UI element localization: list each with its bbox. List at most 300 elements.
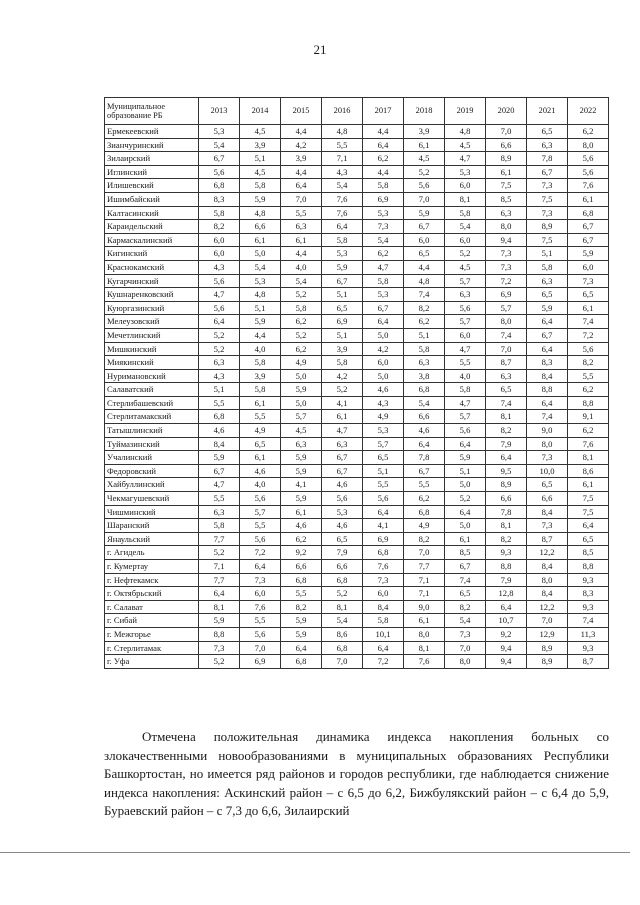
index-value-cell: 6,3 bbox=[486, 206, 527, 220]
index-value-cell: 6,6 bbox=[240, 220, 281, 234]
table-row bbox=[105, 179, 609, 193]
index-value-cell: 8,2 bbox=[445, 600, 486, 614]
index-value-cell: 5,0 bbox=[281, 369, 322, 383]
index-value-cell: 5,1 bbox=[322, 328, 363, 342]
index-value-cell: 6,3 bbox=[486, 369, 527, 383]
index-value-cell: 6,3 bbox=[404, 356, 445, 370]
index-value-cell: 7,0 bbox=[486, 342, 527, 356]
index-value-cell: 8,2 bbox=[281, 600, 322, 614]
index-value-cell: 8,4 bbox=[199, 437, 240, 451]
table-row bbox=[105, 546, 609, 560]
municipality-name-cell: Илишевский bbox=[105, 179, 199, 193]
index-value-cell: 7,1 bbox=[404, 587, 445, 601]
table-row bbox=[105, 301, 609, 315]
index-value-cell: 6,8 bbox=[568, 206, 609, 220]
index-value-cell: 5,1 bbox=[240, 301, 281, 315]
index-value-cell: 4,2 bbox=[363, 342, 404, 356]
index-value-cell: 5,3 bbox=[445, 165, 486, 179]
index-value-cell: 3,9 bbox=[240, 138, 281, 152]
index-value-cell: 5,2 bbox=[445, 492, 486, 506]
index-value-cell: 4,7 bbox=[445, 342, 486, 356]
municipality-name-cell: Хайбуллинский bbox=[105, 478, 199, 492]
index-value-cell: 6,8 bbox=[199, 410, 240, 424]
municipality-name-cell: Стерлибашевский bbox=[105, 396, 199, 410]
index-value-cell: 6,3 bbox=[445, 288, 486, 302]
index-value-cell: 7,4 bbox=[404, 288, 445, 302]
index-value-cell: 5,8 bbox=[445, 383, 486, 397]
municipality-name-cell: Миякинский bbox=[105, 356, 199, 370]
index-value-cell: 7,0 bbox=[445, 641, 486, 655]
index-value-cell: 5,9 bbox=[281, 464, 322, 478]
table-row bbox=[105, 138, 609, 152]
table-row bbox=[105, 165, 609, 179]
index-value-cell: 5,9 bbox=[281, 451, 322, 465]
index-value-cell: 5,8 bbox=[363, 274, 404, 288]
index-value-cell: 6,8 bbox=[281, 573, 322, 587]
municipality-name-cell: Салаватский bbox=[105, 383, 199, 397]
index-value-cell: 4,4 bbox=[363, 165, 404, 179]
index-value-cell: 6,4 bbox=[363, 138, 404, 152]
index-value-cell: 5,2 bbox=[281, 328, 322, 342]
index-value-cell: 5,6 bbox=[240, 492, 281, 506]
index-value-cell: 7,2 bbox=[363, 655, 404, 669]
index-value-cell: 8,0 bbox=[527, 437, 568, 451]
header-year: 2019 bbox=[445, 98, 486, 125]
index-value-cell: 8,8 bbox=[568, 560, 609, 574]
index-value-cell: 6,7 bbox=[445, 560, 486, 574]
index-value-cell: 6,4 bbox=[404, 437, 445, 451]
index-value-cell: 5,7 bbox=[486, 301, 527, 315]
index-value-cell: 6,1 bbox=[404, 138, 445, 152]
index-value-cell: 5,6 bbox=[363, 492, 404, 506]
index-value-cell: 7,3 bbox=[240, 573, 281, 587]
index-value-cell: 7,9 bbox=[322, 546, 363, 560]
index-value-cell: 9,0 bbox=[527, 424, 568, 438]
index-value-cell: 5,6 bbox=[445, 424, 486, 438]
index-value-cell: 6,8 bbox=[199, 179, 240, 193]
index-value-cell: 5,6 bbox=[240, 627, 281, 641]
index-value-cell: 4,9 bbox=[240, 424, 281, 438]
index-value-cell: 7,3 bbox=[486, 247, 527, 261]
index-value-cell: 7,6 bbox=[322, 192, 363, 206]
index-value-cell: 8,4 bbox=[527, 369, 568, 383]
index-value-cell: 5,8 bbox=[363, 614, 404, 628]
index-value-cell: 5,6 bbox=[568, 342, 609, 356]
municipality-name-cell: Калтасинский bbox=[105, 206, 199, 220]
index-value-cell: 8,2 bbox=[199, 220, 240, 234]
table-row bbox=[105, 369, 609, 383]
municipality-name-cell: Кушнаренковский bbox=[105, 288, 199, 302]
index-value-cell: 4,6 bbox=[240, 464, 281, 478]
index-value-cell: 7,3 bbox=[527, 206, 568, 220]
index-value-cell: 6,4 bbox=[363, 505, 404, 519]
index-value-cell: 8,2 bbox=[404, 301, 445, 315]
index-value-cell: 6,1 bbox=[568, 478, 609, 492]
municipality-name-cell: Кугарчинский bbox=[105, 274, 199, 288]
index-value-cell: 8,4 bbox=[363, 600, 404, 614]
index-value-cell: 5,6 bbox=[199, 274, 240, 288]
header-year: 2015 bbox=[281, 98, 322, 125]
table-row bbox=[105, 356, 609, 370]
accumulation-index-table bbox=[104, 97, 609, 669]
index-value-cell: 4,8 bbox=[445, 125, 486, 139]
index-value-cell: 5,5 bbox=[240, 410, 281, 424]
index-value-cell: 5,3 bbox=[322, 247, 363, 261]
index-value-cell: 5,8 bbox=[404, 342, 445, 356]
index-value-cell: 5,1 bbox=[240, 152, 281, 166]
index-value-cell: 8,3 bbox=[199, 192, 240, 206]
index-value-cell: 7,3 bbox=[527, 519, 568, 533]
index-value-cell: 6,3 bbox=[199, 356, 240, 370]
index-value-cell: 5,8 bbox=[527, 260, 568, 274]
index-value-cell: 3,9 bbox=[322, 342, 363, 356]
index-value-cell: 6,0 bbox=[199, 233, 240, 247]
index-value-cell: 4,6 bbox=[363, 383, 404, 397]
index-value-cell: 9,3 bbox=[486, 546, 527, 560]
index-value-cell: 6,9 bbox=[322, 315, 363, 329]
index-value-cell: 7,3 bbox=[199, 641, 240, 655]
index-value-cell: 8,3 bbox=[568, 587, 609, 601]
index-value-cell: 7,5 bbox=[527, 192, 568, 206]
index-value-cell: 4,5 bbox=[240, 125, 281, 139]
table-row bbox=[105, 573, 609, 587]
index-value-cell: 7,4 bbox=[527, 410, 568, 424]
index-value-cell: 6,4 bbox=[199, 587, 240, 601]
index-value-cell: 7,0 bbox=[240, 641, 281, 655]
municipality-name-cell: Иглинский bbox=[105, 165, 199, 179]
municipality-name-cell: Учалинский bbox=[105, 451, 199, 465]
index-value-cell: 4,5 bbox=[281, 424, 322, 438]
index-value-cell: 4,4 bbox=[281, 165, 322, 179]
table-row bbox=[105, 437, 609, 451]
index-value-cell: 11,3 bbox=[568, 627, 609, 641]
index-value-cell: 12,2 bbox=[527, 546, 568, 560]
index-value-cell: 6,2 bbox=[281, 532, 322, 546]
index-value-cell: 4,8 bbox=[322, 125, 363, 139]
index-value-cell: 5,4 bbox=[445, 220, 486, 234]
municipality-name-cell: Мечетлинский bbox=[105, 328, 199, 342]
index-value-cell: 6,1 bbox=[445, 532, 486, 546]
index-value-cell: 5,7 bbox=[445, 410, 486, 424]
index-value-cell: 7,4 bbox=[486, 396, 527, 410]
index-value-cell: 5,8 bbox=[281, 301, 322, 315]
index-value-cell: 6,5 bbox=[322, 532, 363, 546]
index-value-cell: 5,9 bbox=[240, 315, 281, 329]
table-row bbox=[105, 532, 609, 546]
index-value-cell: 6,5 bbox=[322, 301, 363, 315]
index-value-cell: 5,8 bbox=[240, 383, 281, 397]
index-value-cell: 7,5 bbox=[568, 492, 609, 506]
index-value-cell: 5,8 bbox=[199, 206, 240, 220]
index-value-cell: 7,2 bbox=[240, 546, 281, 560]
index-value-cell: 8,5 bbox=[568, 546, 609, 560]
municipality-name-cell: г. Сибай bbox=[105, 614, 199, 628]
table-row bbox=[105, 627, 609, 641]
index-value-cell: 12,8 bbox=[486, 587, 527, 601]
index-value-cell: 6,6 bbox=[404, 410, 445, 424]
index-value-cell: 4,8 bbox=[404, 274, 445, 288]
index-value-cell: 4,7 bbox=[199, 288, 240, 302]
index-value-cell: 6,0 bbox=[445, 233, 486, 247]
index-value-cell: 6,4 bbox=[322, 220, 363, 234]
index-value-cell: 7,8 bbox=[486, 505, 527, 519]
municipality-name-cell: Ишимбайский bbox=[105, 192, 199, 206]
index-value-cell: 10,1 bbox=[363, 627, 404, 641]
index-value-cell: 8,5 bbox=[445, 546, 486, 560]
index-value-cell: 6,9 bbox=[363, 532, 404, 546]
index-value-cell: 6,4 bbox=[527, 342, 568, 356]
index-value-cell: 6,6 bbox=[281, 560, 322, 574]
index-value-cell: 10,7 bbox=[486, 614, 527, 628]
index-value-cell: 12,2 bbox=[527, 600, 568, 614]
index-value-cell: 7,6 bbox=[404, 655, 445, 669]
index-value-cell: 6,3 bbox=[281, 220, 322, 234]
index-value-cell: 4,8 bbox=[240, 206, 281, 220]
index-value-cell: 8,0 bbox=[527, 573, 568, 587]
index-value-cell: 6,0 bbox=[363, 356, 404, 370]
table-row bbox=[105, 464, 609, 478]
municipality-name-cell: г. Стерлитамак bbox=[105, 641, 199, 655]
index-value-cell: 6,5 bbox=[527, 288, 568, 302]
index-value-cell: 4,3 bbox=[363, 396, 404, 410]
index-value-cell: 5,2 bbox=[199, 546, 240, 560]
index-value-cell: 6,5 bbox=[240, 437, 281, 451]
index-value-cell: 5,5 bbox=[363, 478, 404, 492]
index-value-cell: 5,6 bbox=[322, 492, 363, 506]
index-value-cell: 5,2 bbox=[199, 342, 240, 356]
municipality-name-cell: г. Нефтекамск bbox=[105, 573, 199, 587]
index-value-cell: 4,6 bbox=[199, 424, 240, 438]
index-value-cell: 8,9 bbox=[527, 641, 568, 655]
index-value-cell: 7,1 bbox=[404, 573, 445, 587]
index-value-cell: 5,9 bbox=[281, 383, 322, 397]
index-value-cell: 6,7 bbox=[568, 233, 609, 247]
index-value-cell: 5,2 bbox=[199, 328, 240, 342]
index-value-cell: 4,8 bbox=[240, 288, 281, 302]
index-value-cell: 9,3 bbox=[568, 641, 609, 655]
index-value-cell: 8,9 bbox=[486, 152, 527, 166]
index-value-cell: 7,0 bbox=[322, 655, 363, 669]
index-value-cell: 8,2 bbox=[568, 356, 609, 370]
municipality-name-cell: Чишминский bbox=[105, 505, 199, 519]
index-value-cell: 5,2 bbox=[199, 655, 240, 669]
index-value-cell: 5,9 bbox=[404, 206, 445, 220]
index-value-cell: 6,7 bbox=[322, 451, 363, 465]
index-value-cell: 5,8 bbox=[363, 179, 404, 193]
municipality-name-cell: Стерлитамакский bbox=[105, 410, 199, 424]
index-value-cell: 6,1 bbox=[568, 301, 609, 315]
index-value-cell: 8,0 bbox=[568, 138, 609, 152]
index-value-cell: 6,2 bbox=[568, 383, 609, 397]
index-value-cell: 7,9 bbox=[486, 573, 527, 587]
index-value-cell: 7,0 bbox=[404, 192, 445, 206]
table-row bbox=[105, 274, 609, 288]
index-value-cell: 5,2 bbox=[404, 165, 445, 179]
index-value-cell: 6,7 bbox=[363, 301, 404, 315]
index-value-cell: 7,0 bbox=[404, 546, 445, 560]
index-value-cell: 6,0 bbox=[568, 260, 609, 274]
index-value-cell: 5,5 bbox=[445, 356, 486, 370]
index-value-cell: 6,5 bbox=[568, 288, 609, 302]
index-value-cell: 4,1 bbox=[322, 396, 363, 410]
index-value-cell: 9,1 bbox=[568, 410, 609, 424]
index-value-cell: 5,6 bbox=[568, 165, 609, 179]
index-value-cell: 8,8 bbox=[486, 560, 527, 574]
index-value-cell: 5,3 bbox=[363, 288, 404, 302]
index-value-cell: 5,3 bbox=[240, 274, 281, 288]
index-value-cell: 5,4 bbox=[322, 179, 363, 193]
index-value-cell: 8,1 bbox=[486, 410, 527, 424]
index-value-cell: 6,2 bbox=[568, 424, 609, 438]
index-value-cell: 8,1 bbox=[404, 641, 445, 655]
index-value-cell: 6,4 bbox=[527, 315, 568, 329]
index-value-cell: 7,6 bbox=[322, 206, 363, 220]
index-value-cell: 7,9 bbox=[486, 437, 527, 451]
index-value-cell: 9,0 bbox=[404, 600, 445, 614]
table-row bbox=[105, 233, 609, 247]
index-value-cell: 8,0 bbox=[486, 220, 527, 234]
table-row bbox=[105, 288, 609, 302]
index-value-cell: 6,0 bbox=[404, 233, 445, 247]
index-value-cell: 6,2 bbox=[281, 315, 322, 329]
index-value-cell: 8,6 bbox=[322, 627, 363, 641]
index-value-cell: 8,4 bbox=[527, 560, 568, 574]
table-row bbox=[105, 152, 609, 166]
municipality-name-cell: Кармаскалинский bbox=[105, 233, 199, 247]
index-value-cell: 7,3 bbox=[486, 260, 527, 274]
table-row bbox=[105, 587, 609, 601]
header-year: 2017 bbox=[363, 98, 404, 125]
index-value-cell: 9,3 bbox=[568, 573, 609, 587]
index-value-cell: 9,5 bbox=[486, 464, 527, 478]
index-value-cell: 8,1 bbox=[568, 451, 609, 465]
body-paragraph: Отмечена положительная динамика индекса накопления больных со злокачественными новообразованиями в муниципальных образованиях Республики Башкортостан, но имеется ряд районов и городов республики, где наблюдается снижение индекса накопления: Аскинский район – с 6,5 до 6,2, Бижбулякский район – с 6,4 до 5,9, Бураевский район – с 7,3 до 6,6, Зилаирский bbox=[104, 729, 609, 818]
index-value-cell: 6,4 bbox=[527, 396, 568, 410]
index-value-cell: 8,9 bbox=[486, 478, 527, 492]
municipality-name-cell: Туймазинский bbox=[105, 437, 199, 451]
index-value-cell: 8,0 bbox=[404, 627, 445, 641]
municipality-name-cell: Зилаирский bbox=[105, 152, 199, 166]
municipality-name-cell: Караидельский bbox=[105, 220, 199, 234]
index-value-cell: 8,8 bbox=[568, 396, 609, 410]
index-value-cell: 9,4 bbox=[486, 641, 527, 655]
index-value-cell: 5,1 bbox=[322, 288, 363, 302]
index-value-cell: 7,7 bbox=[199, 573, 240, 587]
table-row bbox=[105, 383, 609, 397]
index-value-cell: 9,4 bbox=[486, 655, 527, 669]
index-value-cell: 5,1 bbox=[363, 464, 404, 478]
index-value-cell: 5,6 bbox=[240, 532, 281, 546]
index-value-cell: 5,3 bbox=[322, 505, 363, 519]
index-value-cell: 5,0 bbox=[240, 247, 281, 261]
table-row bbox=[105, 519, 609, 533]
index-value-cell: 8,1 bbox=[486, 519, 527, 533]
index-value-cell: 7,3 bbox=[527, 179, 568, 193]
index-value-cell: 8,1 bbox=[199, 600, 240, 614]
index-value-cell: 4,9 bbox=[281, 356, 322, 370]
index-value-cell: 6,8 bbox=[281, 655, 322, 669]
index-value-cell: 9,3 bbox=[568, 600, 609, 614]
index-value-cell: 4,0 bbox=[445, 369, 486, 383]
index-value-cell: 6,2 bbox=[363, 152, 404, 166]
index-value-cell: 8,2 bbox=[486, 424, 527, 438]
index-value-cell: 4,2 bbox=[322, 369, 363, 383]
municipality-name-cell: Шаранский bbox=[105, 519, 199, 533]
index-value-cell: 8,0 bbox=[445, 655, 486, 669]
index-value-cell: 5,4 bbox=[240, 260, 281, 274]
index-value-cell: 6,7 bbox=[527, 165, 568, 179]
index-value-cell: 6,8 bbox=[322, 641, 363, 655]
table-row bbox=[105, 220, 609, 234]
index-value-cell: 7,2 bbox=[486, 274, 527, 288]
index-value-cell: 8,5 bbox=[486, 192, 527, 206]
index-value-cell: 7,8 bbox=[404, 451, 445, 465]
index-value-cell: 7,6 bbox=[568, 437, 609, 451]
municipality-name-cell: Мелеузовский bbox=[105, 315, 199, 329]
index-value-cell: 5,9 bbox=[527, 301, 568, 315]
index-value-cell: 4,4 bbox=[240, 328, 281, 342]
header-year: 2018 bbox=[404, 98, 445, 125]
table-row bbox=[105, 492, 609, 506]
index-value-cell: 5,5 bbox=[240, 614, 281, 628]
index-value-cell: 6,1 bbox=[281, 233, 322, 247]
index-value-cell: 3,8 bbox=[404, 369, 445, 383]
index-value-cell: 6,2 bbox=[281, 342, 322, 356]
index-value-cell: 4,0 bbox=[240, 478, 281, 492]
table-header-row bbox=[105, 98, 609, 125]
index-value-cell: 3,9 bbox=[240, 369, 281, 383]
index-value-cell: 6,8 bbox=[404, 383, 445, 397]
table-row bbox=[105, 641, 609, 655]
municipality-name-cell: Краснокамский bbox=[105, 260, 199, 274]
municipality-name-cell: г. Уфа bbox=[105, 655, 199, 669]
index-value-cell: 6,2 bbox=[363, 247, 404, 261]
index-value-cell: 6,4 bbox=[240, 560, 281, 574]
index-value-cell: 7,2 bbox=[568, 328, 609, 342]
index-value-cell: 5,0 bbox=[363, 369, 404, 383]
index-value-cell: 6,4 bbox=[486, 600, 527, 614]
index-value-cell: 6,9 bbox=[240, 655, 281, 669]
index-value-cell: 5,5 bbox=[240, 519, 281, 533]
index-value-cell: 7,0 bbox=[486, 125, 527, 139]
municipality-name-cell: г. Агидель bbox=[105, 546, 199, 560]
index-value-cell: 7,5 bbox=[568, 505, 609, 519]
index-value-cell: 4,3 bbox=[322, 165, 363, 179]
index-value-cell: 8,1 bbox=[445, 192, 486, 206]
index-value-cell: 3,9 bbox=[404, 125, 445, 139]
index-value-cell: 5,4 bbox=[281, 274, 322, 288]
index-value-cell: 6,5 bbox=[527, 478, 568, 492]
index-value-cell: 5,0 bbox=[445, 478, 486, 492]
municipality-name-cell: Ермекеевский bbox=[105, 125, 199, 139]
municipality-name-cell: Чекмагушевский bbox=[105, 492, 199, 506]
index-value-cell: 4,6 bbox=[322, 519, 363, 533]
index-value-cell: 5,7 bbox=[281, 410, 322, 424]
header-year: 2016 bbox=[322, 98, 363, 125]
municipality-name-cell: Нуримановский bbox=[105, 369, 199, 383]
index-value-cell: 7,3 bbox=[363, 573, 404, 587]
municipality-name-cell: Кигинский bbox=[105, 247, 199, 261]
table-row bbox=[105, 328, 609, 342]
index-value-cell: 4,4 bbox=[404, 260, 445, 274]
municipality-name-cell: Мишкинский bbox=[105, 342, 199, 356]
index-value-cell: 8,2 bbox=[404, 532, 445, 546]
index-value-cell: 6,1 bbox=[240, 451, 281, 465]
index-value-cell: 5,7 bbox=[240, 505, 281, 519]
index-value-cell: 7,6 bbox=[240, 600, 281, 614]
index-value-cell: 6,3 bbox=[527, 274, 568, 288]
municipality-name-cell: г. Октябрьский bbox=[105, 587, 199, 601]
